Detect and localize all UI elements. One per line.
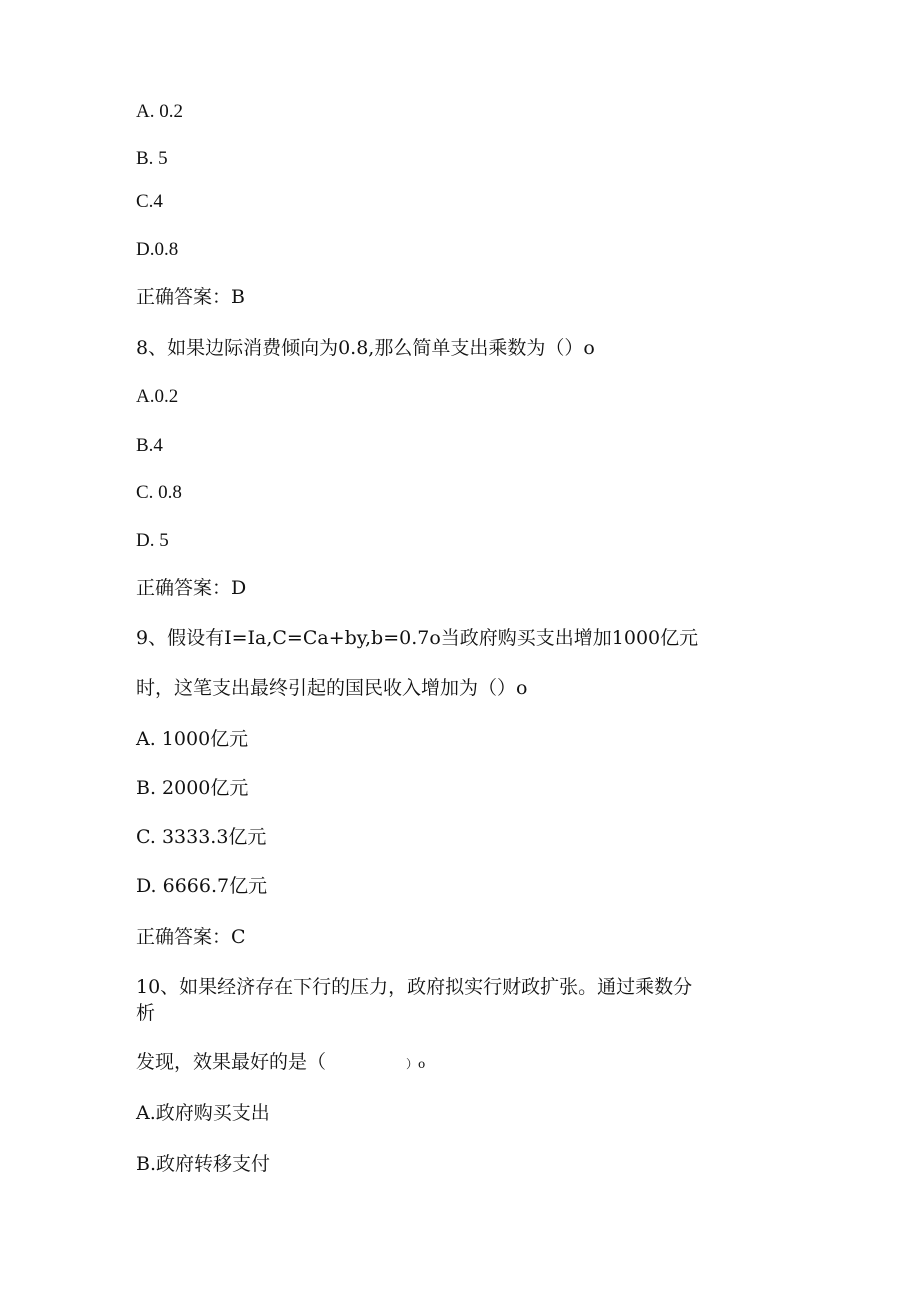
q9-option-c: C. 3333.3亿元	[136, 826, 267, 848]
q7-option-b: B. 5	[136, 148, 168, 169]
q10-option-b: B.政府转移支付	[136, 1153, 271, 1175]
q10-stem-line2: 析	[136, 1002, 156, 1024]
q8-stem: 8、如果边际消费倾向为0.8,那么简单支出乘数为（）o	[136, 337, 595, 359]
q10-stem-line3-end: ）o	[406, 1057, 426, 1071]
q7-option-a: A. 0.2	[136, 101, 183, 122]
q9-stem-line2: 时，这笔支出最终引起的国民收入增加为（）o	[136, 677, 528, 699]
q8-option-c: C. 0.8	[136, 482, 182, 503]
q9-answer: 正确答案：C	[136, 926, 246, 948]
q9-option-b: B. 2000亿元	[136, 777, 249, 799]
q10-stem-line1: 10、如果经济存在下行的压力，政府拟实行财政扩张。通过乘数分	[136, 976, 693, 998]
q10-option-a: A.政府购买支出	[136, 1102, 270, 1124]
q8-answer: 正确答案：D	[136, 577, 247, 599]
q8-option-b: B.4	[136, 435, 163, 456]
q9-stem-line1: 9、假设有I=Ia,C=Ca+by,b=0.7o当政府购买支出增加1000亿元	[136, 627, 699, 649]
q9-option-d: D. 6666.7亿元	[136, 875, 268, 897]
q7-option-d: D.0.8	[136, 239, 179, 260]
q7-answer: 正确答案：B	[136, 286, 245, 308]
q9-option-a: A. 1000亿元	[136, 728, 249, 750]
q8-option-d: D. 5	[136, 530, 169, 551]
q8-option-a: A.0.2	[136, 386, 179, 407]
q10-stem-line3-start: 发现，效果最好的是（	[136, 1051, 327, 1073]
q10-stem-line3	[136, 1050, 425, 1076]
q7-option-c: C.4	[136, 191, 163, 212]
